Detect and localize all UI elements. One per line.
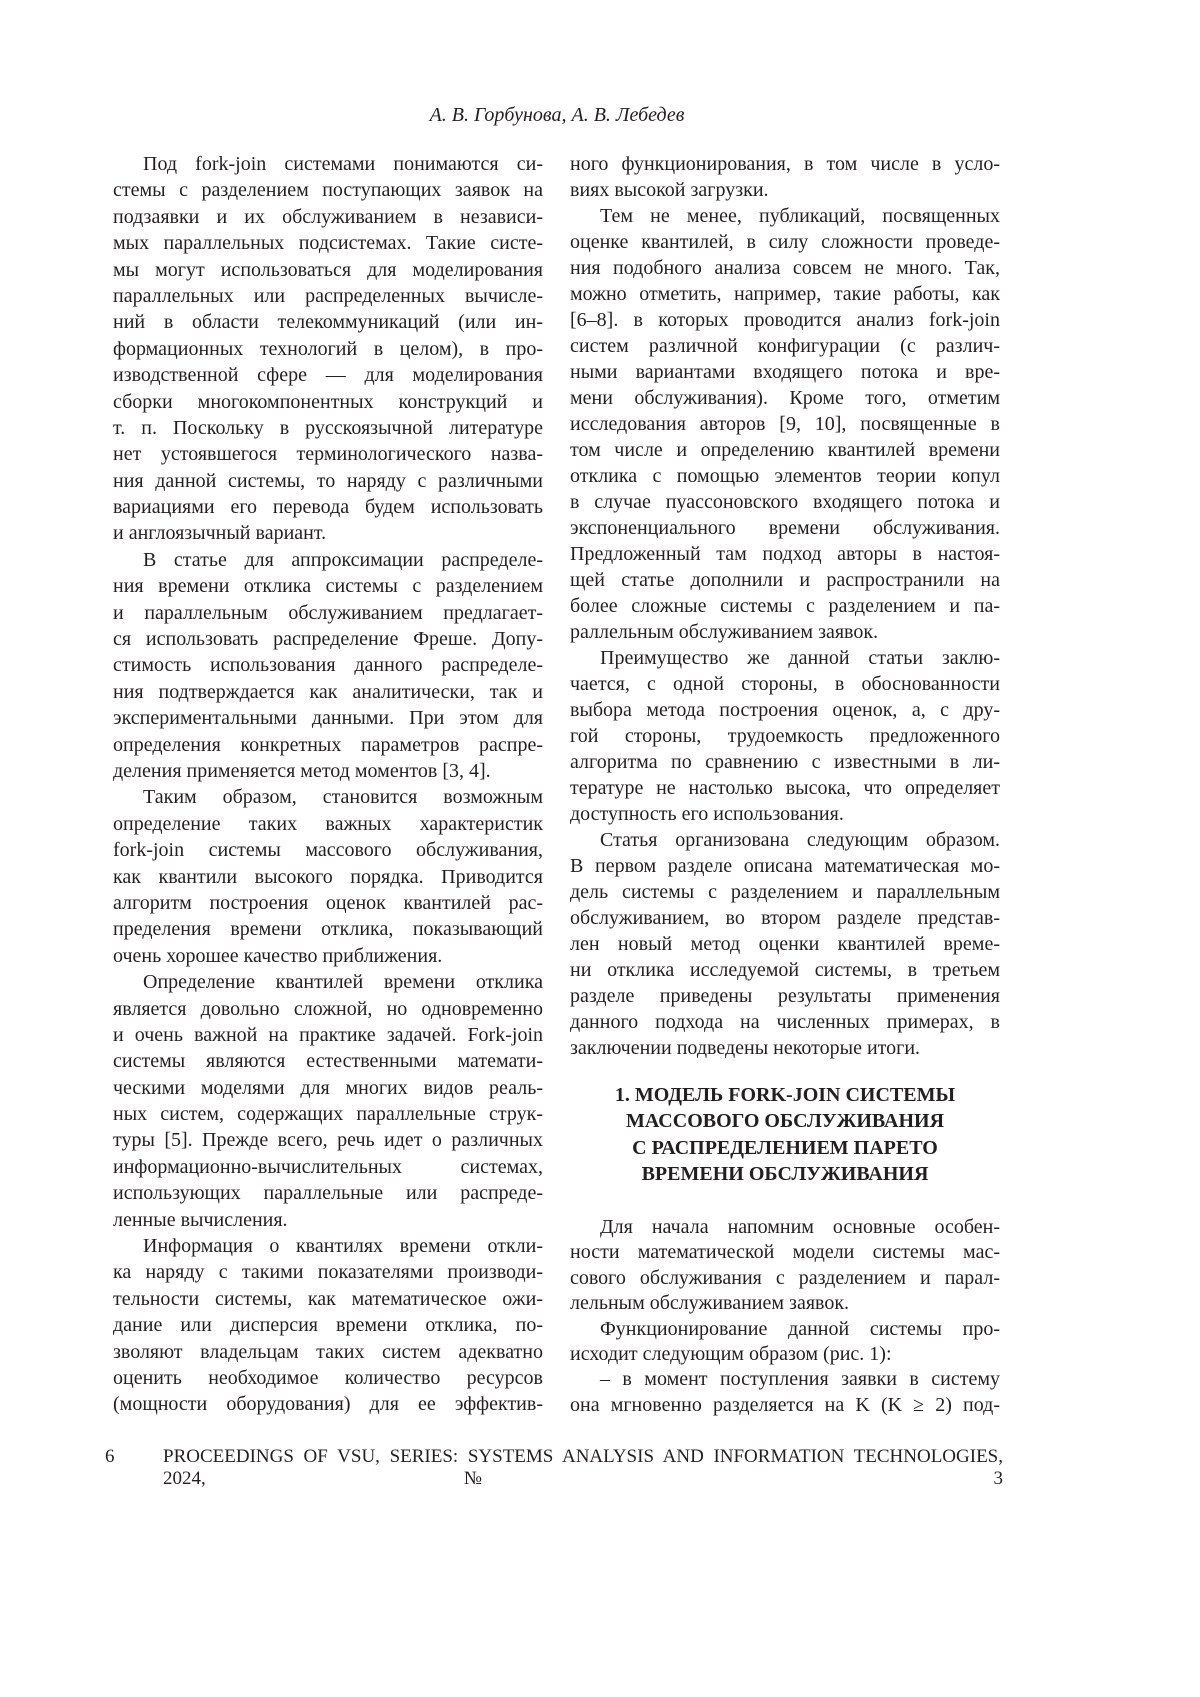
text-line: оценить необходимое количество ресурсов	[113, 1366, 543, 1389]
section-heading-line: С РАСПРЕДЕЛЕНИЕМ ПАРЕТО	[632, 1136, 938, 1159]
text-line: подзаявки и их обслуживанием в независи-	[113, 205, 543, 228]
text-line: разделе приведены результаты применения	[570, 985, 1000, 1007]
paragraph	[113, 1233, 543, 1418]
text-line: гой стороны, трудоемкость предложенного	[570, 725, 1000, 747]
text-line: отклика с помощью элементов теории копул	[570, 465, 1000, 487]
text-line: и параллельным обслуживанием предлагает-	[113, 601, 543, 624]
text-line: оценке квантилей, в силу сложности проведе-	[570, 231, 1000, 253]
text-line: ка наряду с такими показателями производи-	[113, 1261, 543, 1284]
text-line: доступность его использования.	[570, 803, 844, 825]
text-line: чается, с одной стороны, в обоснованности	[570, 673, 1000, 695]
running-head-authors: А. В. Горбунова, А. В. Лебедев	[429, 104, 685, 126]
text-line: ния времени отклика системы с разделением	[113, 575, 543, 598]
text-line: fork-join системы массового обслуживания,	[113, 839, 543, 862]
text-line: Статья организована следующим образом.	[600, 829, 1000, 851]
text-line: мых параллельных подсистемах. Такие систе-	[113, 232, 543, 255]
text-line: информационно-вычислительных системах,	[113, 1155, 543, 1178]
paragraph	[570, 203, 1000, 645]
right-column	[570, 151, 1000, 1061]
paragraph	[113, 547, 543, 785]
text-line: данного подхода на численных примерах, в	[570, 1011, 1000, 1033]
text-line: Под fork-join системами понимаются си-	[143, 153, 543, 175]
text-line: ного функционирования, в том числе в усло-	[570, 153, 1000, 175]
text-line: изводственной сфере — для моделирования	[113, 364, 543, 387]
text-line: экспериментальными данными. При этом для	[113, 707, 543, 730]
text-line: сового обслуживания с разделением и парал-	[570, 1266, 1000, 1289]
text-line: и англоязычный вариант.	[113, 522, 327, 545]
text-line: Таким образом, становится возможным	[143, 786, 543, 809]
paragraph	[570, 1367, 1000, 1418]
text-line: раллельным обслуживанием заявок.	[570, 621, 879, 643]
text-line: ности математической модели системы мас-	[570, 1241, 1000, 1264]
text-line: ний в области телекоммуникаций (или ин-	[113, 311, 543, 334]
text-line: экспоненциального времени обслуживания.	[570, 517, 1000, 539]
text-line: Функционирование данной системы про-	[600, 1317, 1000, 1340]
text-line: ленные вычисления.	[113, 1208, 288, 1231]
paragraph	[570, 645, 1000, 827]
section-heading-line: ВРЕМЕНИ ОБСЛУЖИВАНИЯ	[641, 1163, 929, 1186]
text-line: том числе и определению квантилей времени	[570, 439, 1000, 461]
text-line: виях высокой загрузки.	[570, 179, 769, 201]
text-line: в случае пуассоновского входящего потока и	[570, 491, 1000, 513]
text-line: зволяют владельцам таких систем адекватно	[113, 1340, 543, 1363]
text-line: алгоритма по сравнению с известными в ли-	[570, 751, 1000, 773]
paragraph	[113, 969, 543, 1233]
text-line: стемы с разделением поступающих заявок на	[113, 179, 543, 202]
text-line: исследования авторов [9, 10], посвященные в	[570, 413, 1000, 435]
text-line: ния данной системы, то наряду с различными	[113, 469, 543, 492]
right-column-section-text	[570, 1215, 1000, 1418]
paragraph	[113, 784, 543, 969]
text-line: [6–8]. в которых проводится анализ fork-join	[570, 309, 1000, 331]
text-line: В статье для аппроксимации распределе-	[143, 548, 543, 571]
text-line: лен новый метод оценки квантилей време-	[570, 933, 1000, 955]
text-line: сборки многокомпонентных конструкций и	[113, 390, 543, 413]
text-line: можно отметить, например, такие работы, как	[570, 283, 1000, 305]
section-heading	[570, 1082, 1000, 1188]
text-line: ся использовать распределение Фреше. Допу-	[113, 628, 543, 651]
text-line: Преимущество же данной статьи заклю-	[600, 647, 1000, 669]
text-line: очень хорошее качество приближения.	[113, 944, 443, 967]
text-line: является довольно сложной, но одновременно	[113, 997, 543, 1020]
text-line: ни отклика исследуемой системы, в третьем	[570, 959, 1000, 981]
text-line: лельным обслуживанием заявок.	[570, 1292, 850, 1315]
text-line: дель системы с разделением и параллельным	[570, 881, 1000, 903]
text-line: В первом разделе описана математическая мо-	[570, 855, 1000, 877]
text-line: и очень важной на практике задачей. Fork-join	[113, 1023, 543, 1046]
text-line: Информация о квантилях времени откли-	[143, 1235, 543, 1258]
text-line: более сложные системы с разделением и па-	[570, 595, 1000, 617]
journal-name: PROCEEDINGS OF VSU, SERIES: SYSTEMS ANALYSIS AND INFORMATION TECHNOLOGIES, 2024, № 3	[163, 1446, 1003, 1489]
text-line: параллельных или распределенных вычисле-	[113, 284, 543, 307]
text-line: определения конкретных параметров распре-	[113, 733, 543, 756]
text-line: щей статье дополнили и распространили на	[570, 569, 1000, 591]
paragraph	[113, 151, 543, 547]
text-line: Предложенный там подход авторы в настоя-	[570, 543, 1000, 565]
text-line: ных систем, содержащих параллельные струк-	[113, 1103, 543, 1126]
text-line: т. п. Поскольку в русскоязычной литературе	[113, 416, 543, 439]
text-line: ния подобного анализа совсем не много. Так,	[570, 257, 1000, 279]
paragraph	[570, 1317, 1000, 1368]
text-line: пределения времени отклика, показывающий	[113, 918, 543, 941]
text-line: как квантили высокого порядка. Приводится	[113, 865, 543, 888]
text-line: Для начала напомним основные особен-	[600, 1216, 1000, 1238]
text-line: мы могут использоваться для моделирования	[113, 258, 543, 281]
text-line: Определение квантилей времени отклика	[143, 971, 543, 994]
text-line: тельности системы, как математическое ожи-	[113, 1287, 543, 1310]
text-line: стимость использования данного распределе-	[113, 654, 543, 677]
left-column	[113, 151, 543, 1418]
text-line: системы являются естественными математи-	[113, 1050, 543, 1073]
text-line: исходит следующим образом (рис. 1):	[570, 1342, 892, 1365]
paragraph	[570, 1215, 1000, 1317]
text-line: тературе не настолько высока, что определяет	[570, 777, 1000, 799]
section-heading-line: 1. МОДЕЛЬ FORK-JOIN СИСТЕМЫ	[614, 1084, 956, 1106]
text-line: нет устоявшегося терминологического назва-	[113, 443, 543, 466]
text-line: туры [5]. Прежде всего, речь идет о различных	[113, 1129, 543, 1152]
text-line: обслуживанием, во втором разделе представ-	[570, 907, 1000, 929]
page-number: 6	[105, 1446, 115, 1467]
text-line: – в момент поступления заявки в систему	[600, 1368, 1000, 1391]
text-line: вариациями его перевода будем использовать	[113, 496, 543, 519]
text-line: использующих параллельные или распреде-	[113, 1182, 543, 1205]
text-line: заключении подведены некоторые итоги.	[570, 1037, 921, 1059]
text-line: Тем не менее, публикаций, посвященных	[600, 205, 1000, 227]
text-line: (мощности оборудования) для ее эффектив-	[113, 1393, 543, 1416]
text-line: деления применяется метод моментов [3, 4].	[113, 759, 491, 782]
text-line: выбора метода построения оценок, а, с дру-	[570, 699, 1000, 721]
text-line: ния подтверждается как аналитически, так и	[113, 680, 543, 703]
text-line: определение таких важных характеристик	[113, 812, 543, 835]
section-heading-line: МАССОВОГО ОБСЛУЖИВАНИЯ	[625, 1110, 945, 1133]
page-footer	[105, 1446, 1003, 1490]
paragraph	[570, 151, 1000, 203]
paragraph	[570, 827, 1000, 1061]
text-line: мени обслуживания). Кроме того, отметим	[570, 387, 1000, 409]
text-line: дание или дисперсия времени отклика, по-	[113, 1314, 543, 1337]
text-line: систем различной конфигурации (с различ-	[570, 335, 1000, 357]
text-line: алгоритм построения оценок квантилей рас-	[113, 891, 543, 914]
text-line: ными вариантами входящего потока и вре-	[570, 361, 1000, 383]
text-line: формационных технологий в целом), в про-	[113, 337, 543, 360]
text-line: она мгновенно разделяется на K (K ≥ 2) под-	[570, 1393, 1000, 1416]
text-line: ческими моделями для многих видов реаль-	[113, 1076, 543, 1099]
